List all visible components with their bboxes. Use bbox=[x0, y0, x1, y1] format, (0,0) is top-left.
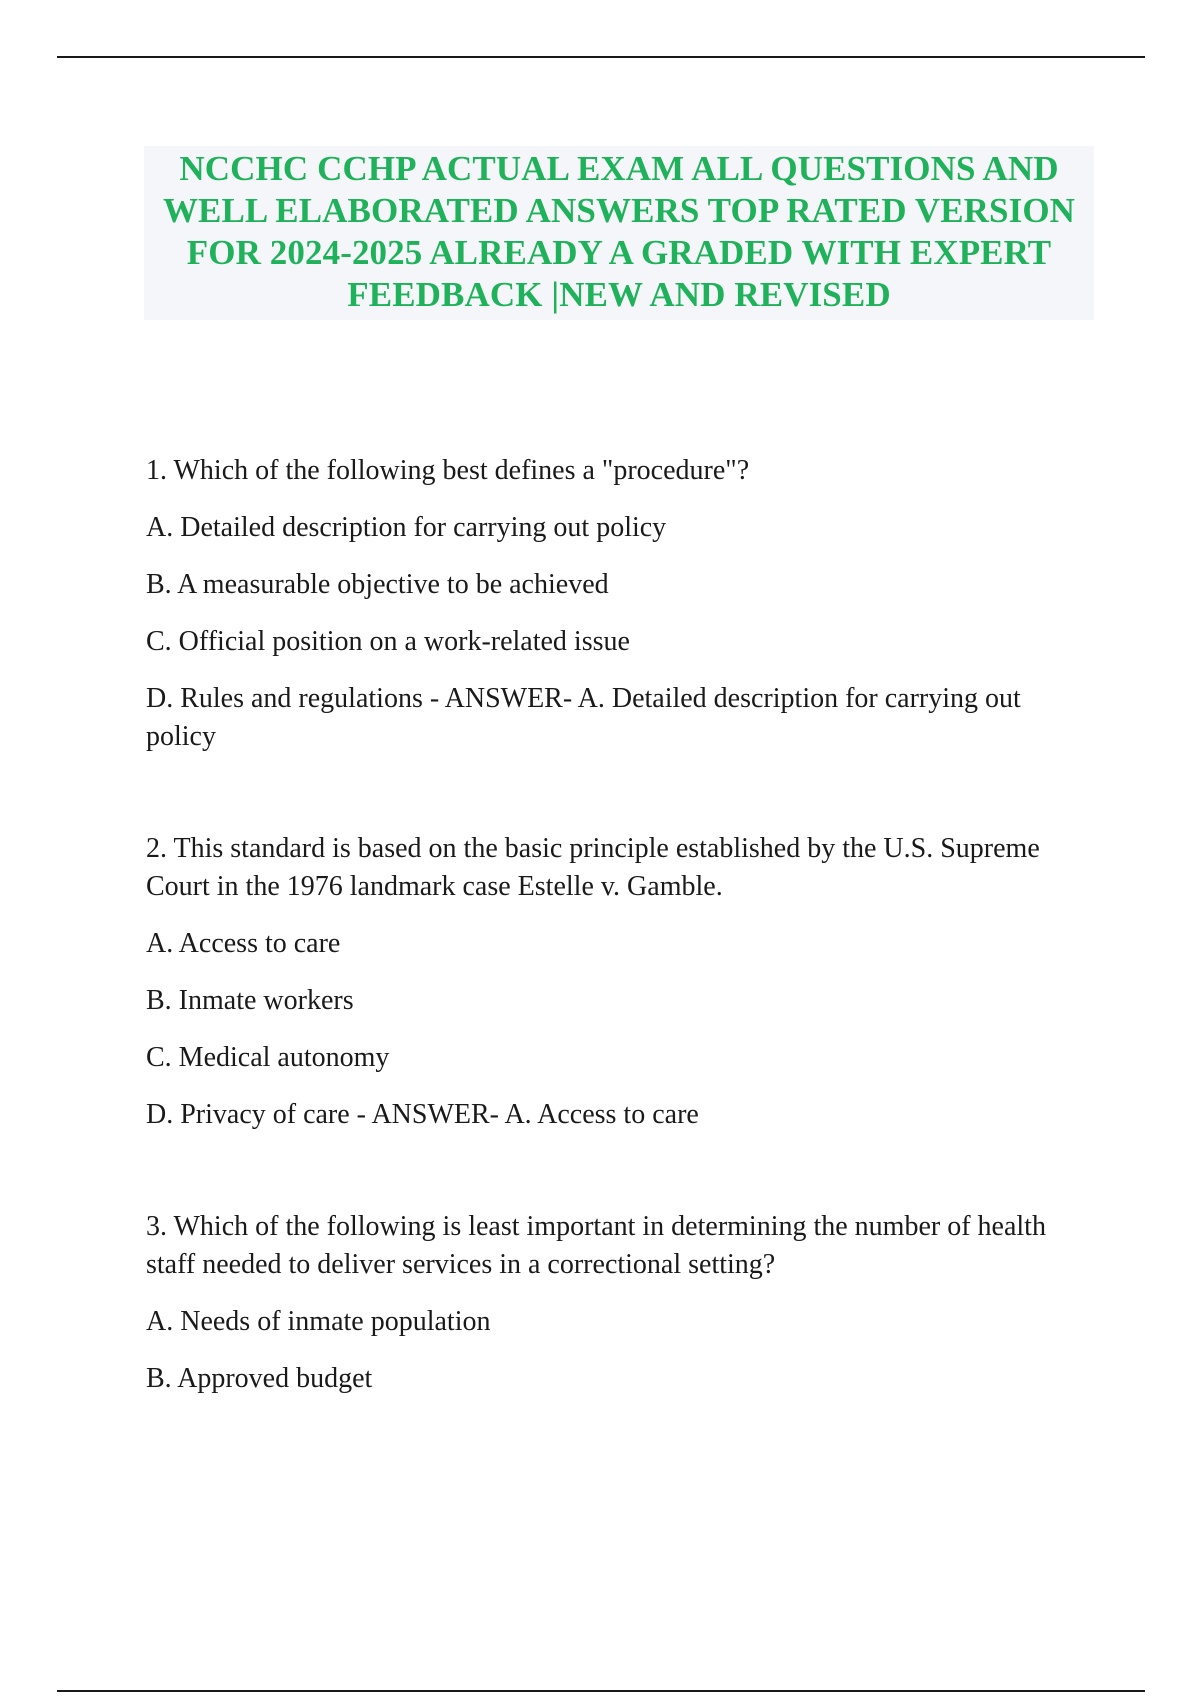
answer-option: A. Access to care bbox=[146, 928, 341, 959]
document-title: NCCHC CCHP ACTUAL EXAM ALL QUESTIONS AND WELL ELABORATED ANSWERS TOP RATED VERSION FOR 2024-2025 ALREADY A GRADED WITH EXPERT FEEDBACK |NEW AND REVISED bbox=[162, 149, 1076, 314]
answer-option: D. Rules and regulations - ANSWER- A. Detailed description for carrying out policy bbox=[146, 683, 1021, 752]
answer-option: B. Approved budget bbox=[146, 1363, 373, 1394]
answer-option: B. Inmate workers bbox=[146, 985, 354, 1016]
question-text: 2. This standard is based on the basic principle established by the U.S. Supreme Court in the 1976 landmark case Estelle v. Gamble. bbox=[146, 833, 1040, 902]
question-text: 1. Which of the following best defines a "procedure"? bbox=[146, 455, 750, 486]
answer-option: C. Official position on a work-related issue bbox=[146, 626, 630, 657]
answer-option: A. Needs of inmate population bbox=[146, 1306, 491, 1337]
top-rule bbox=[57, 56, 1145, 58]
answer-option: A. Detailed description for carrying out policy bbox=[146, 512, 667, 543]
answer-option: B. A measurable objective to be achieved bbox=[146, 569, 609, 600]
answer-option: C. Medical autonomy bbox=[146, 1042, 390, 1073]
question-text: 3. Which of the following is least important in determining the number of health staff needed to deliver services in a correctional setting? bbox=[146, 1211, 1046, 1280]
question-block-2 bbox=[146, 830, 1076, 1134]
question-block-1 bbox=[146, 452, 1076, 756]
question-block-3 bbox=[146, 1208, 1076, 1398]
title-banner bbox=[144, 146, 1094, 320]
answer-option: D. Privacy of care - ANSWER- A. Access to care bbox=[146, 1099, 699, 1130]
bottom-rule bbox=[57, 1690, 1145, 1692]
